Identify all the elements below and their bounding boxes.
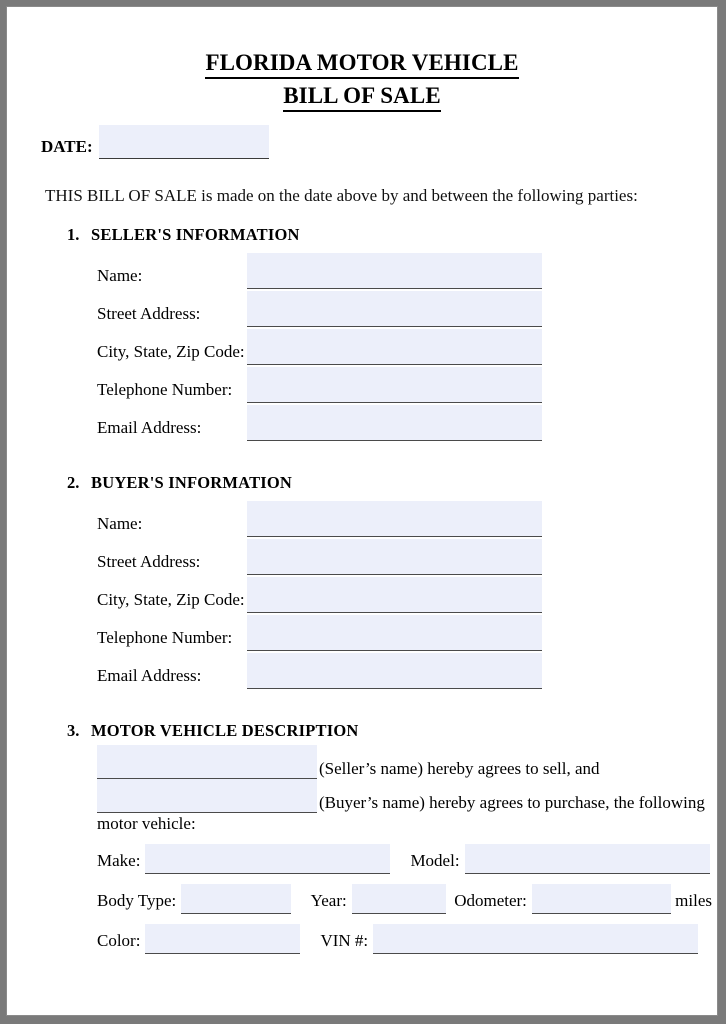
odometer-units-label: miles bbox=[675, 891, 712, 910]
seller-telephone-input[interactable] bbox=[247, 367, 542, 403]
seller-field-street bbox=[97, 289, 542, 327]
odometer-input[interactable] bbox=[532, 884, 671, 914]
buyer-fields bbox=[97, 499, 542, 689]
vehicle-body bbox=[97, 745, 712, 954]
date-row bbox=[41, 125, 269, 159]
page-content bbox=[7, 7, 717, 1015]
seller-city-state-zip-label: City, State, Zip Code: bbox=[97, 342, 245, 361]
vehicle-buyer-name-input[interactable] bbox=[97, 779, 317, 813]
section-buyer-number: 2. bbox=[67, 473, 80, 492]
seller-city-state-zip-input[interactable] bbox=[247, 329, 542, 365]
buyer-clause-text: (Buyer’s name) hereby agrees to purchase, the following bbox=[319, 793, 705, 812]
intro-paragraph: THIS BILL OF SALE is made on the date above by and between the following parties: bbox=[45, 186, 638, 205]
title-line-2: BILL OF SALE bbox=[283, 82, 441, 112]
seller-clause-line bbox=[97, 745, 712, 779]
body-type-label: Body Type: bbox=[97, 891, 177, 910]
vin-label: VIN #: bbox=[320, 931, 369, 950]
vehicle-row-bodytype-year-odometer bbox=[97, 884, 712, 914]
section-seller-information bbox=[67, 225, 542, 441]
seller-field-email bbox=[97, 403, 542, 441]
page-title bbox=[7, 49, 717, 112]
seller-field-city-state-zip bbox=[97, 327, 542, 365]
section-seller-heading bbox=[67, 225, 542, 245]
section-vehicle-number: 3. bbox=[67, 721, 80, 740]
seller-street-label: Street Address: bbox=[97, 304, 201, 323]
seller-clause-text: (Seller’s name) hereby agrees to sell, and bbox=[319, 759, 600, 778]
seller-name-label: Name: bbox=[97, 266, 143, 285]
make-input[interactable] bbox=[145, 844, 390, 874]
vehicle-seller-name-input[interactable] bbox=[97, 745, 317, 779]
year-label: Year: bbox=[310, 891, 347, 910]
buyer-street-input[interactable] bbox=[247, 539, 542, 575]
vehicle-row-color-vin bbox=[97, 924, 712, 954]
vehicle-row-make-model bbox=[97, 844, 712, 874]
buyer-name-label: Name: bbox=[97, 514, 143, 533]
section-motor-vehicle-description bbox=[67, 721, 712, 954]
vehicle-continuation-text: motor vehicle: bbox=[97, 814, 196, 833]
section-buyer-title: BUYER'S INFORMATION bbox=[91, 473, 293, 492]
body-type-input[interactable] bbox=[181, 884, 290, 914]
buyer-telephone-label: Telephone Number: bbox=[97, 628, 233, 647]
buyer-clause-line bbox=[97, 779, 712, 813]
section-vehicle-title: MOTOR VEHICLE DESCRIPTION bbox=[91, 721, 359, 740]
buyer-field-telephone bbox=[97, 613, 542, 651]
title-line-1: FLORIDA MOTOR VEHICLE bbox=[205, 49, 518, 79]
model-input[interactable] bbox=[465, 844, 710, 874]
seller-email-input[interactable] bbox=[247, 405, 542, 441]
color-input[interactable] bbox=[145, 924, 300, 954]
buyer-email-label: Email Address: bbox=[97, 666, 202, 685]
buyer-field-street bbox=[97, 537, 542, 575]
seller-field-name bbox=[97, 251, 542, 289]
buyer-field-city-state-zip bbox=[97, 575, 542, 613]
odometer-label: Odometer: bbox=[454, 891, 527, 910]
section-buyer-information bbox=[67, 473, 542, 689]
section-buyer-heading bbox=[67, 473, 542, 493]
seller-field-telephone bbox=[97, 365, 542, 403]
seller-fields bbox=[97, 251, 542, 441]
seller-name-input[interactable] bbox=[247, 253, 542, 289]
date-label: DATE: bbox=[41, 137, 93, 156]
buyer-city-state-zip-input[interactable] bbox=[247, 577, 542, 613]
make-label: Make: bbox=[97, 851, 141, 870]
color-label: Color: bbox=[97, 931, 141, 950]
buyer-field-email bbox=[97, 651, 542, 689]
section-vehicle-heading bbox=[67, 721, 712, 741]
buyer-city-state-zip-label: City, State, Zip Code: bbox=[97, 590, 245, 609]
seller-telephone-label: Telephone Number: bbox=[97, 380, 233, 399]
year-input[interactable] bbox=[352, 884, 446, 914]
document-page bbox=[6, 6, 718, 1016]
buyer-email-input[interactable] bbox=[247, 653, 542, 689]
vin-input[interactable] bbox=[373, 924, 698, 954]
buyer-street-label: Street Address: bbox=[97, 552, 201, 571]
seller-street-input[interactable] bbox=[247, 291, 542, 327]
date-input[interactable] bbox=[99, 125, 269, 159]
seller-email-label: Email Address: bbox=[97, 418, 202, 437]
section-seller-number: 1. bbox=[67, 225, 80, 244]
section-seller-title: SELLER'S INFORMATION bbox=[91, 225, 300, 244]
model-label: Model: bbox=[410, 851, 460, 870]
buyer-name-input[interactable] bbox=[247, 501, 542, 537]
buyer-telephone-input[interactable] bbox=[247, 615, 542, 651]
buyer-field-name bbox=[97, 499, 542, 537]
